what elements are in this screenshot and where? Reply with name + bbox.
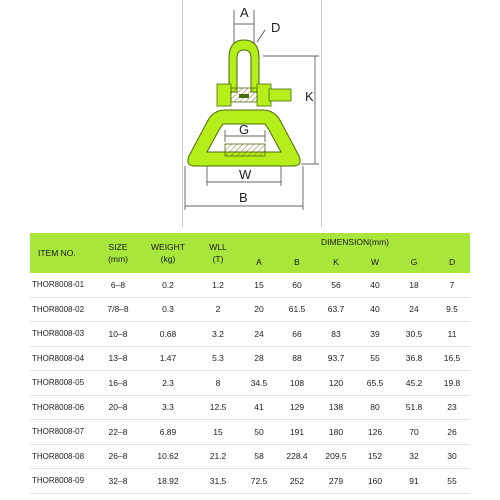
header-weight-label: WEIGHT: [151, 242, 185, 252]
cell-g: 70: [394, 420, 434, 445]
cell-weight: 10.62: [140, 444, 196, 469]
dim-label-w: W: [239, 167, 252, 182]
table-row: [30, 297, 470, 322]
cell-w: 126: [356, 420, 394, 445]
cell-a: 15: [240, 273, 278, 297]
cell-size: 32–8: [96, 469, 140, 494]
cell-size: 20–8: [96, 395, 140, 420]
cell-a: 34.5: [240, 371, 278, 396]
cell-w: 160: [356, 469, 394, 494]
cell-g: 91: [394, 469, 434, 494]
dim-label-b: B: [239, 190, 248, 205]
cell-wll: 15: [196, 420, 240, 445]
cell-k: 180: [316, 420, 356, 445]
cell-size: 6–8: [96, 273, 140, 297]
pin-end: [269, 89, 291, 101]
cell-weight: 18.92: [140, 469, 196, 494]
cell-item: THOR8008-03: [30, 322, 96, 347]
cell-w: 39: [356, 322, 394, 347]
cell-g: 18: [394, 273, 434, 297]
cell-b: 88: [278, 346, 316, 371]
cell-b: 252: [278, 469, 316, 494]
cell-d: 23: [434, 395, 470, 420]
cell-item: THOR8008-04: [30, 346, 96, 371]
header-size-label: SIZE: [108, 242, 128, 252]
header-wll: [196, 233, 240, 273]
cell-b: 228.4: [278, 444, 316, 469]
header-size: [96, 233, 140, 273]
cell-b: 108: [278, 371, 316, 396]
header-weight-unit: (kg): [160, 254, 176, 264]
cell-size: 16–8: [96, 371, 140, 396]
header-dim-a: A: [240, 251, 278, 273]
dim-label-k: K: [305, 89, 314, 104]
cell-k: 279: [316, 469, 356, 494]
header-wll-unit: (T): [212, 254, 224, 264]
cell-weight: 3.3: [140, 395, 196, 420]
cell-weight: 0.2: [140, 273, 196, 297]
cell-d: 26: [434, 420, 470, 445]
cell-d: 9.5: [434, 297, 470, 322]
cell-wll: 8: [196, 371, 240, 396]
cell-d: 7: [434, 273, 470, 297]
cell-w: 55: [356, 346, 394, 371]
header-dimension: DIMENSION(mm): [240, 233, 470, 251]
cell-k: 93.7: [316, 346, 356, 371]
upper-ring: [229, 40, 259, 92]
cell-k: 56: [316, 273, 356, 297]
header-dim-d: D: [434, 251, 470, 273]
cell-k: 120: [316, 371, 356, 396]
table-row: [30, 469, 470, 494]
cell-w: 40: [356, 297, 394, 322]
cell-size: 22–8: [96, 420, 140, 445]
cell-weight: 0.3: [140, 297, 196, 322]
cell-g: 24: [394, 297, 434, 322]
header-dim-g: G: [394, 251, 434, 273]
table-row: [30, 395, 470, 420]
table-row: [30, 371, 470, 396]
cell-wll: 1.2: [196, 273, 240, 297]
cell-wll: 12.5: [196, 395, 240, 420]
dim-label-d: D: [271, 20, 281, 35]
cell-w: 40: [356, 273, 394, 297]
table-row: [30, 420, 470, 445]
header-dim-k: K: [316, 251, 356, 273]
cell-item: THOR8008-01: [30, 273, 96, 297]
header-item-no: ITEM NO.: [30, 233, 96, 273]
triangle-link: [188, 110, 300, 166]
left-nut: [217, 84, 231, 106]
cell-wll: 3.2: [196, 322, 240, 347]
cell-b: 129: [278, 395, 316, 420]
cell-g: 32: [394, 444, 434, 469]
cell-b: 66: [278, 322, 316, 347]
cell-a: 28: [240, 346, 278, 371]
cell-wll: 5.3: [196, 346, 240, 371]
cell-weight: 6.89: [140, 420, 196, 445]
cell-k: 138: [316, 395, 356, 420]
cell-g: 30.5: [394, 322, 434, 347]
cell-g: 45.2: [394, 371, 434, 396]
header-dim-b: B: [278, 251, 316, 273]
cell-g: 36.8: [394, 346, 434, 371]
cell-a: 58: [240, 444, 278, 469]
table-row: [30, 444, 470, 469]
cell-item: THOR8008-02: [30, 297, 96, 322]
cell-d: 19.8: [434, 371, 470, 396]
cell-d: 11: [434, 322, 470, 347]
cell-b: 60: [278, 273, 316, 297]
dim-d-leader: [257, 30, 265, 42]
cell-a: 24: [240, 322, 278, 347]
cell-k: 63.7: [316, 297, 356, 322]
cell-a: 41: [240, 395, 278, 420]
cell-size: 13–8: [96, 346, 140, 371]
specification-table: [30, 233, 470, 494]
table-body: [30, 273, 470, 493]
cell-b: 191: [278, 420, 316, 445]
cell-weight: 0.68: [140, 322, 196, 347]
cell-item: THOR8008-08: [30, 444, 96, 469]
header-wll-label: WLL: [209, 242, 227, 252]
table-row: [30, 322, 470, 347]
cell-item: THOR8008-07: [30, 420, 96, 445]
cell-weight: 1.47: [140, 346, 196, 371]
cell-a: 50: [240, 420, 278, 445]
cell-g: 51.8: [394, 395, 434, 420]
cell-w: 80: [356, 395, 394, 420]
header-size-unit: (mm): [108, 254, 128, 264]
header-dim-w: W: [356, 251, 394, 273]
cell-w: 152: [356, 444, 394, 469]
cell-w: 65.5: [356, 371, 394, 396]
cell-d: 55: [434, 469, 470, 494]
cell-wll: 31.5: [196, 469, 240, 494]
cell-size: 10–8: [96, 322, 140, 347]
cell-k: 209.5: [316, 444, 356, 469]
cell-wll: 21.2: [196, 444, 240, 469]
technical-drawing-panel: [182, 0, 322, 228]
table-row: [30, 273, 470, 297]
cell-d: 16.5: [434, 346, 470, 371]
cell-item: THOR8008-06: [30, 395, 96, 420]
cell-weight: 2.3: [140, 371, 196, 396]
cell-item: THOR8008-09: [30, 469, 96, 494]
cell-size: 26–8: [96, 444, 140, 469]
cell-a: 20: [240, 297, 278, 322]
cell-item: THOR8008-05: [30, 371, 96, 396]
cell-b: 61.5: [278, 297, 316, 322]
cell-size: 7/8–8: [96, 297, 140, 322]
lower-section: [225, 144, 265, 156]
cell-k: 83: [316, 322, 356, 347]
header-row-top: [30, 233, 470, 251]
dim-label-a: A: [240, 5, 249, 20]
cell-d: 30: [434, 444, 470, 469]
connecting-link-drawing: [183, 0, 321, 228]
table-row: [30, 346, 470, 371]
pin-core: [239, 94, 249, 98]
header-weight: [140, 233, 196, 273]
dim-label-g: G: [239, 122, 250, 137]
cell-a: 72.5: [240, 469, 278, 494]
cell-wll: 2: [196, 297, 240, 322]
